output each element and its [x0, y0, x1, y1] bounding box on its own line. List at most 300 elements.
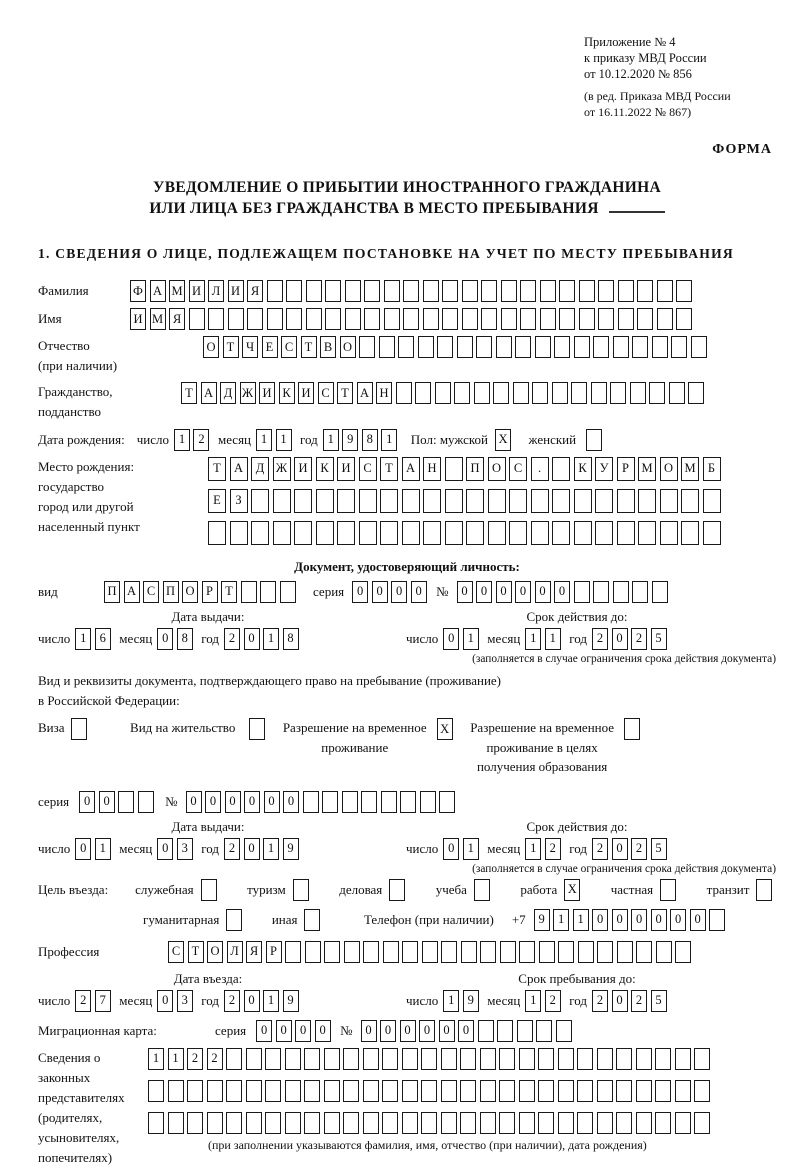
char-cell[interactable]: С: [281, 336, 297, 358]
char-cell[interactable]: [230, 521, 248, 545]
char-cell[interactable]: 0: [612, 990, 628, 1012]
char-cell[interactable]: [454, 382, 470, 404]
char-cell[interactable]: М: [150, 308, 166, 330]
char-cell[interactable]: 2: [224, 990, 240, 1012]
char-cell[interactable]: [363, 1112, 379, 1134]
char-cell[interactable]: [280, 581, 296, 603]
char-cell[interactable]: Л: [227, 941, 243, 963]
char-cell[interactable]: [675, 1048, 691, 1070]
char-cell[interactable]: [324, 1080, 340, 1102]
char-cell[interactable]: 0: [264, 791, 280, 813]
char-cell[interactable]: [520, 280, 536, 302]
char-cell[interactable]: [246, 1080, 262, 1102]
char-cell[interactable]: [652, 581, 668, 603]
char-cell[interactable]: М: [681, 457, 699, 481]
char-cell[interactable]: [480, 1048, 496, 1070]
char-cell[interactable]: [480, 1112, 496, 1134]
char-cell[interactable]: 9: [283, 990, 299, 1012]
char-cell[interactable]: И: [337, 457, 355, 481]
char-cell[interactable]: [597, 941, 613, 963]
char-cell[interactable]: [574, 581, 590, 603]
char-cell[interactable]: 0: [244, 838, 260, 860]
char-cell[interactable]: [636, 1048, 652, 1070]
char-cell[interactable]: [359, 489, 377, 513]
char-cell[interactable]: 0: [457, 581, 473, 603]
char-cell[interactable]: [497, 1020, 513, 1042]
char-cell[interactable]: [638, 521, 656, 545]
char-cell[interactable]: [421, 1112, 437, 1134]
char-cell[interactable]: Я: [247, 280, 263, 302]
char-cell[interactable]: П: [163, 581, 179, 603]
char-cell[interactable]: [515, 336, 531, 358]
char-cell[interactable]: 2: [592, 990, 608, 1012]
char-cell[interactable]: [574, 521, 592, 545]
char-cell[interactable]: [499, 1080, 515, 1102]
char-cell[interactable]: [402, 489, 420, 513]
char-cell[interactable]: [535, 336, 551, 358]
char-cell[interactable]: П: [466, 457, 484, 481]
char-cell[interactable]: [660, 521, 678, 545]
char-cell[interactable]: Т: [181, 382, 197, 404]
char-cell[interactable]: [649, 382, 665, 404]
char-cell[interactable]: 0: [361, 1020, 377, 1042]
char-cell[interactable]: [657, 280, 673, 302]
char-cell[interactable]: [579, 280, 595, 302]
char-cell[interactable]: 2: [631, 990, 647, 1012]
char-cell[interactable]: [538, 1048, 554, 1070]
char-cell[interactable]: [519, 1112, 535, 1134]
char-cell[interactable]: [703, 489, 721, 513]
char-cell[interactable]: [251, 489, 269, 513]
char-cell[interactable]: 0: [411, 581, 427, 603]
char-cell[interactable]: Р: [202, 581, 218, 603]
char-cell[interactable]: [402, 1048, 418, 1070]
char-cell[interactable]: [519, 1048, 535, 1070]
char-cell[interactable]: 1: [463, 838, 479, 860]
char-cell[interactable]: [632, 581, 648, 603]
char-cell[interactable]: [294, 489, 312, 513]
char-cell[interactable]: [228, 308, 244, 330]
char-cell[interactable]: 0: [244, 990, 260, 1012]
char-cell[interactable]: [531, 521, 549, 545]
char-cell[interactable]: [241, 581, 257, 603]
char-cell[interactable]: 0: [256, 1020, 272, 1042]
char-cell[interactable]: С: [168, 941, 184, 963]
char-cell[interactable]: [285, 1080, 301, 1102]
char-cell[interactable]: [325, 280, 341, 302]
char-cell[interactable]: [343, 1080, 359, 1102]
char-cell[interactable]: [273, 521, 291, 545]
char-cell[interactable]: [337, 521, 355, 545]
char-cell[interactable]: 7: [95, 990, 111, 1012]
char-cell[interactable]: [655, 1112, 671, 1134]
char-cell[interactable]: [384, 308, 400, 330]
char-cell[interactable]: 1: [525, 990, 541, 1012]
char-cell[interactable]: [402, 1112, 418, 1134]
char-cell[interactable]: К: [316, 457, 334, 481]
char-cell[interactable]: И: [228, 280, 244, 302]
char-cell[interactable]: Т: [208, 457, 226, 481]
char-cell[interactable]: [481, 308, 497, 330]
char-cell[interactable]: [384, 280, 400, 302]
char-cell[interactable]: [637, 308, 653, 330]
char-cell[interactable]: 0: [157, 628, 173, 650]
char-cell[interactable]: [396, 382, 412, 404]
char-cell[interactable]: М: [169, 280, 185, 302]
char-cell[interactable]: [655, 1048, 671, 1070]
char-cell[interactable]: [304, 909, 320, 931]
char-cell[interactable]: 1: [381, 429, 397, 451]
char-cell[interactable]: [509, 489, 527, 513]
char-cell[interactable]: А: [357, 382, 373, 404]
char-cell[interactable]: [703, 521, 721, 545]
char-cell[interactable]: 0: [535, 581, 551, 603]
char-cell[interactable]: [709, 909, 725, 931]
char-cell[interactable]: 1: [443, 990, 459, 1012]
char-cell[interactable]: О: [203, 336, 219, 358]
char-cell[interactable]: [595, 489, 613, 513]
char-cell[interactable]: 2: [207, 1048, 223, 1070]
char-cell[interactable]: Е: [262, 336, 278, 358]
char-cell[interactable]: [539, 941, 555, 963]
char-cell[interactable]: З: [230, 489, 248, 513]
char-cell[interactable]: [532, 382, 548, 404]
char-cell[interactable]: А: [124, 581, 140, 603]
char-cell[interactable]: 0: [419, 1020, 435, 1042]
char-cell[interactable]: 1: [174, 429, 190, 451]
char-cell[interactable]: [304, 1048, 320, 1070]
char-cell[interactable]: 2: [631, 838, 647, 860]
char-cell[interactable]: 0: [157, 838, 173, 860]
char-cell[interactable]: 0: [400, 1020, 416, 1042]
char-cell[interactable]: [364, 308, 380, 330]
char-cell[interactable]: [324, 941, 340, 963]
char-cell[interactable]: 1: [553, 909, 569, 931]
char-cell[interactable]: [363, 941, 379, 963]
char-cell[interactable]: [435, 382, 451, 404]
char-cell[interactable]: [538, 1112, 554, 1134]
char-cell[interactable]: 2: [592, 628, 608, 650]
char-cell[interactable]: [441, 1048, 457, 1070]
char-cell[interactable]: [618, 280, 634, 302]
char-cell[interactable]: [499, 1048, 515, 1070]
char-cell[interactable]: [382, 1112, 398, 1134]
char-cell[interactable]: [322, 791, 338, 813]
char-cell[interactable]: [207, 1112, 223, 1134]
char-cell[interactable]: [460, 1048, 476, 1070]
char-cell[interactable]: 1: [75, 628, 91, 650]
char-cell[interactable]: 1: [525, 838, 541, 860]
char-cell[interactable]: [519, 1080, 535, 1102]
char-cell[interactable]: [616, 1112, 632, 1134]
char-cell[interactable]: [343, 1048, 359, 1070]
char-cell[interactable]: [286, 280, 302, 302]
char-cell[interactable]: 0: [631, 909, 647, 931]
char-cell[interactable]: [466, 489, 484, 513]
char-cell[interactable]: 1: [463, 628, 479, 650]
char-cell[interactable]: X: [495, 429, 511, 451]
char-cell[interactable]: 9: [342, 429, 358, 451]
char-cell[interactable]: [552, 489, 570, 513]
char-cell[interactable]: 0: [372, 581, 388, 603]
char-cell[interactable]: [118, 791, 134, 813]
char-cell[interactable]: 0: [612, 909, 628, 931]
char-cell[interactable]: [148, 1080, 164, 1102]
char-cell[interactable]: 5: [651, 838, 667, 860]
char-cell[interactable]: [400, 791, 416, 813]
char-cell[interactable]: А: [230, 457, 248, 481]
char-cell[interactable]: [476, 336, 492, 358]
char-cell[interactable]: [316, 489, 334, 513]
char-cell[interactable]: [675, 1112, 691, 1134]
char-cell[interactable]: [304, 1080, 320, 1102]
char-cell[interactable]: 1: [263, 838, 279, 860]
char-cell[interactable]: [246, 1112, 262, 1134]
char-cell[interactable]: [617, 941, 633, 963]
char-cell[interactable]: 0: [439, 1020, 455, 1042]
char-cell[interactable]: [554, 336, 570, 358]
char-cell[interactable]: 3: [177, 838, 193, 860]
char-cell[interactable]: [577, 1080, 593, 1102]
char-cell[interactable]: [636, 941, 652, 963]
char-cell[interactable]: А: [150, 280, 166, 302]
char-cell[interactable]: [509, 521, 527, 545]
char-cell[interactable]: [681, 489, 699, 513]
char-cell[interactable]: [148, 1112, 164, 1134]
char-cell[interactable]: 0: [315, 1020, 331, 1042]
char-cell[interactable]: [558, 1112, 574, 1134]
char-cell[interactable]: Я: [246, 941, 262, 963]
char-cell[interactable]: [402, 521, 420, 545]
char-cell[interactable]: 0: [651, 909, 667, 931]
char-cell[interactable]: [265, 1048, 281, 1070]
char-cell[interactable]: 2: [592, 838, 608, 860]
char-cell[interactable]: 8: [283, 628, 299, 650]
char-cell[interactable]: [445, 457, 463, 481]
char-cell[interactable]: Т: [337, 382, 353, 404]
char-cell[interactable]: 0: [244, 791, 260, 813]
char-cell[interactable]: 1: [256, 429, 272, 451]
char-cell[interactable]: [359, 336, 375, 358]
char-cell[interactable]: [578, 941, 594, 963]
char-cell[interactable]: [481, 280, 497, 302]
char-cell[interactable]: [558, 1080, 574, 1102]
char-cell[interactable]: [187, 1080, 203, 1102]
char-cell[interactable]: П: [104, 581, 120, 603]
char-cell[interactable]: О: [488, 457, 506, 481]
char-cell[interactable]: [380, 489, 398, 513]
char-cell[interactable]: [676, 308, 692, 330]
char-cell[interactable]: [536, 1020, 552, 1042]
char-cell[interactable]: [540, 308, 556, 330]
char-cell[interactable]: [613, 581, 629, 603]
char-cell[interactable]: [381, 791, 397, 813]
char-cell[interactable]: [461, 941, 477, 963]
char-cell[interactable]: К: [574, 457, 592, 481]
char-cell[interactable]: [246, 1048, 262, 1070]
char-cell[interactable]: 0: [205, 791, 221, 813]
char-cell[interactable]: [691, 336, 707, 358]
char-cell[interactable]: [441, 941, 457, 963]
char-cell[interactable]: [226, 1048, 242, 1070]
char-cell[interactable]: [342, 791, 358, 813]
char-cell[interactable]: И: [298, 382, 314, 404]
char-cell[interactable]: [423, 280, 439, 302]
char-cell[interactable]: [402, 1080, 418, 1102]
char-cell[interactable]: [273, 489, 291, 513]
char-cell[interactable]: [593, 336, 609, 358]
char-cell[interactable]: 6: [95, 628, 111, 650]
char-cell[interactable]: [616, 1080, 632, 1102]
char-cell[interactable]: [462, 308, 478, 330]
char-cell[interactable]: 8: [362, 429, 378, 451]
char-cell[interactable]: [305, 941, 321, 963]
char-cell[interactable]: 0: [476, 581, 492, 603]
char-cell[interactable]: Ф: [130, 280, 146, 302]
char-cell[interactable]: [421, 1048, 437, 1070]
char-cell[interactable]: 0: [443, 628, 459, 650]
char-cell[interactable]: [422, 941, 438, 963]
char-cell[interactable]: [168, 1112, 184, 1134]
char-cell[interactable]: [660, 489, 678, 513]
char-cell[interactable]: 9: [463, 990, 479, 1012]
char-cell[interactable]: [617, 521, 635, 545]
char-cell[interactable]: [597, 1048, 613, 1070]
char-cell[interactable]: [488, 489, 506, 513]
char-cell[interactable]: [421, 1080, 437, 1102]
char-cell[interactable]: [389, 879, 405, 901]
char-cell[interactable]: [624, 718, 640, 740]
char-cell[interactable]: 2: [224, 628, 240, 650]
char-cell[interactable]: [637, 280, 653, 302]
char-cell[interactable]: [304, 1112, 320, 1134]
char-cell[interactable]: [382, 1080, 398, 1102]
char-cell[interactable]: [423, 308, 439, 330]
char-cell[interactable]: [460, 1080, 476, 1102]
char-cell[interactable]: [598, 308, 614, 330]
char-cell[interactable]: 0: [99, 791, 115, 813]
char-cell[interactable]: 1: [95, 838, 111, 860]
char-cell[interactable]: [324, 1048, 340, 1070]
char-cell[interactable]: 1: [323, 429, 339, 451]
char-cell[interactable]: [201, 879, 217, 901]
char-cell[interactable]: [260, 581, 276, 603]
char-cell[interactable]: [363, 1080, 379, 1102]
char-cell[interactable]: [474, 382, 490, 404]
char-cell[interactable]: [361, 791, 377, 813]
char-cell[interactable]: С: [509, 457, 527, 481]
char-cell[interactable]: [293, 879, 309, 901]
char-cell[interactable]: [496, 336, 512, 358]
char-cell[interactable]: [71, 718, 87, 740]
char-cell[interactable]: [303, 791, 319, 813]
char-cell[interactable]: [345, 280, 361, 302]
char-cell[interactable]: [324, 1112, 340, 1134]
char-cell[interactable]: Ж: [240, 382, 256, 404]
char-cell[interactable]: Т: [223, 336, 239, 358]
char-cell[interactable]: [379, 336, 395, 358]
char-cell[interactable]: А: [201, 382, 217, 404]
char-cell[interactable]: 0: [443, 838, 459, 860]
char-cell[interactable]: И: [259, 382, 275, 404]
char-cell[interactable]: [519, 941, 535, 963]
char-cell[interactable]: [249, 718, 265, 740]
char-cell[interactable]: [168, 1080, 184, 1102]
char-cell[interactable]: [558, 1048, 574, 1070]
char-cell[interactable]: [403, 280, 419, 302]
char-cell[interactable]: [445, 489, 463, 513]
char-cell[interactable]: 0: [612, 628, 628, 650]
char-cell[interactable]: И: [189, 280, 205, 302]
char-cell[interactable]: [285, 941, 301, 963]
char-cell[interactable]: [364, 280, 380, 302]
char-cell[interactable]: [597, 1080, 613, 1102]
char-cell[interactable]: [636, 1112, 652, 1134]
char-cell[interactable]: 1: [276, 429, 292, 451]
char-cell[interactable]: 8: [177, 628, 193, 650]
char-cell[interactable]: [552, 457, 570, 481]
char-cell[interactable]: [189, 308, 205, 330]
char-cell[interactable]: 1: [168, 1048, 184, 1070]
char-cell[interactable]: [756, 879, 772, 901]
char-cell[interactable]: 0: [157, 990, 173, 1012]
char-cell[interactable]: 0: [295, 1020, 311, 1042]
char-cell[interactable]: 0: [276, 1020, 292, 1042]
char-cell[interactable]: [675, 1080, 691, 1102]
char-cell[interactable]: 1: [148, 1048, 164, 1070]
char-cell[interactable]: 0: [592, 909, 608, 931]
char-cell[interactable]: [247, 308, 263, 330]
char-cell[interactable]: [442, 280, 458, 302]
char-cell[interactable]: [520, 308, 536, 330]
char-cell[interactable]: [632, 336, 648, 358]
char-cell[interactable]: [694, 1112, 710, 1134]
char-cell[interactable]: С: [318, 382, 334, 404]
char-cell[interactable]: [558, 941, 574, 963]
char-cell[interactable]: [441, 1112, 457, 1134]
char-cell[interactable]: О: [660, 457, 678, 481]
char-cell[interactable]: 2: [224, 838, 240, 860]
char-cell[interactable]: [618, 308, 634, 330]
char-cell[interactable]: С: [359, 457, 377, 481]
char-cell[interactable]: [285, 1112, 301, 1134]
char-cell[interactable]: Т: [221, 581, 237, 603]
char-cell[interactable]: [571, 382, 587, 404]
char-cell[interactable]: [488, 521, 506, 545]
char-cell[interactable]: О: [182, 581, 198, 603]
char-cell[interactable]: [636, 1080, 652, 1102]
char-cell[interactable]: 0: [244, 628, 260, 650]
char-cell[interactable]: [597, 1112, 613, 1134]
char-cell[interactable]: 1: [545, 628, 561, 650]
char-cell[interactable]: 5: [651, 628, 667, 650]
char-cell[interactable]: [613, 336, 629, 358]
char-cell[interactable]: Т: [380, 457, 398, 481]
char-cell[interactable]: [598, 280, 614, 302]
char-cell[interactable]: [655, 1080, 671, 1102]
char-cell[interactable]: 0: [225, 791, 241, 813]
char-cell[interactable]: М: [638, 457, 656, 481]
char-cell[interactable]: [595, 521, 613, 545]
char-cell[interactable]: [306, 280, 322, 302]
char-cell[interactable]: Я: [169, 308, 185, 330]
char-cell[interactable]: 0: [283, 791, 299, 813]
char-cell[interactable]: X: [564, 879, 580, 901]
char-cell[interactable]: 2: [193, 429, 209, 451]
char-cell[interactable]: [445, 521, 463, 545]
char-cell[interactable]: Б: [703, 457, 721, 481]
char-cell[interactable]: 0: [496, 581, 512, 603]
